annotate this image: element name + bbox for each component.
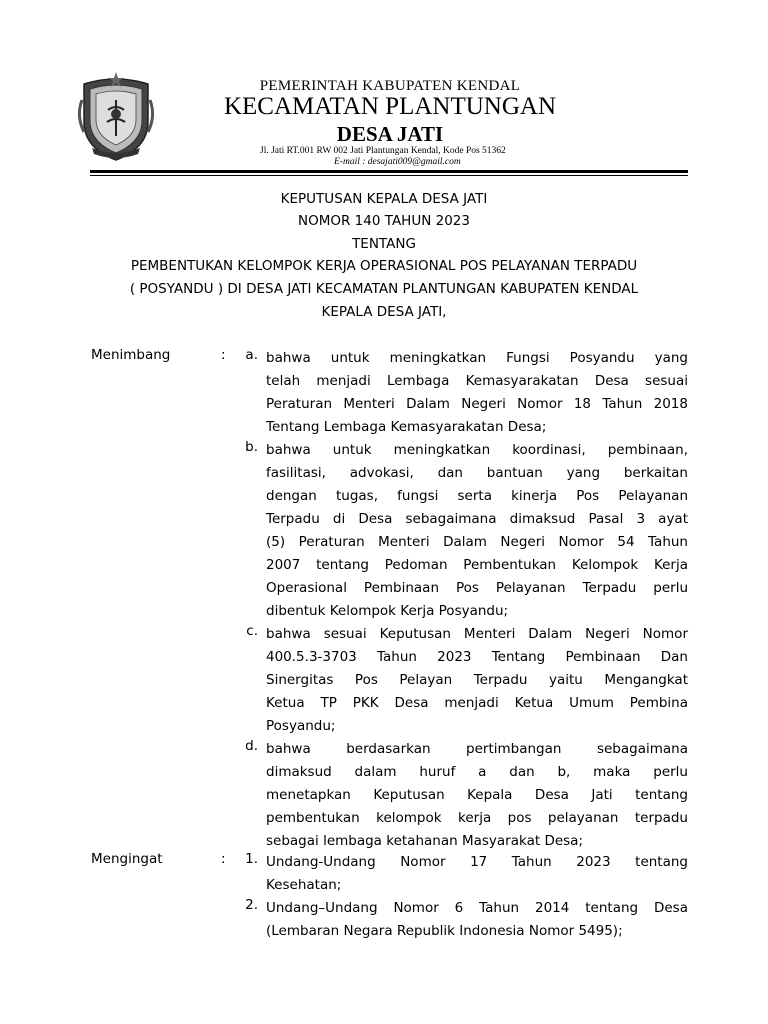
letterhead-email: E-mail : desajati009@gmail.com: [334, 157, 461, 167]
mengingat-item-1: [266, 851, 688, 897]
text-line: sebagai lembaga ketahanan Masyarakat Desa;: [266, 833, 583, 849]
text-line: 2007 tentang Pedoman Pembentukan Kelompok Kerja: [266, 557, 688, 573]
text-line: Operasional Pembinaan Pos Pelayanan Terpadu perlu: [266, 580, 688, 596]
text-line: 400.5.3-3703 Tahun 2023 Tentang Pembinaan Dan: [266, 649, 688, 665]
letterhead-rule-thick: [90, 170, 688, 173]
kendal-emblem-icon: [74, 70, 158, 162]
menimbang-marker-d: d.: [245, 738, 258, 754]
letterhead-government: PEMERINTAH KABUPATEN KENDAL: [259, 78, 521, 94]
mengingat-marker-2: 2.: [245, 897, 258, 913]
text-line: pembentukan kelompok kerja pos pelayanan terpadu: [266, 810, 688, 826]
text-line: telah menjadi Lembaga Kemasyarakatan Desa sesuai: [266, 373, 688, 389]
text-line: dengan tugas, fungsi serta kinerja Pos Pelayanan: [266, 488, 688, 504]
text-line: Posyandu;: [266, 718, 336, 734]
decree-issuer: KEPALA DESA JATI,: [321, 304, 447, 320]
text-line: Undang–Undang Nomor 6 Tahun 2014 tentang Desa: [266, 900, 688, 916]
text-line: Peraturan Menteri Dalam Negeri Nomor 18 Tahun 2018: [266, 396, 688, 412]
mengingat-item-2: [266, 897, 688, 943]
letterhead-address: Jl. Jati RT.001 RW 002 Jati Plantungan Kendal, Kode Pos 51362: [260, 146, 506, 156]
text-line: fasilitasi, advokasi, dan bantuan yang berkaitan: [266, 465, 688, 481]
text-line: bahwa sesuai Keputusan Menteri Dalam Negeri Nomor: [266, 626, 688, 642]
text-line: Ketua TP PKK Desa menjadi Ketua Umum Pembina: [266, 695, 688, 711]
text-line: bahwa berdasarkan pertimbangan sebagaimana: [266, 741, 688, 757]
menimbang-item-a: [266, 347, 688, 439]
letterhead-village: DESA JATI: [336, 122, 444, 146]
letterhead-rule-thin: [90, 175, 688, 176]
letterhead-district: KECAMATAN PLANTUNGAN: [223, 93, 557, 120]
menimbang-item-b: [266, 439, 688, 623]
text-line: (5) Peraturan Menteri Dalam Negeri Nomor 54 Tahun: [266, 534, 688, 550]
decree-about-label: TENTANG: [352, 236, 416, 252]
text-line: dibentuk Kelompok Kerja Posyandu;: [266, 603, 509, 619]
menimbang-item-d: [266, 738, 688, 853]
text-line: Undang-Undang Nomor 17 Tahun 2023 tentang: [266, 854, 688, 870]
text-line: Kesehatan;: [266, 877, 342, 893]
menimbang-marker-b: b.: [245, 439, 258, 455]
text-line: menetapkan Keputusan Kepala Desa Jati tentang: [266, 787, 688, 803]
text-line: bahwa untuk meningkatkan Fungsi Posyandu yang: [266, 350, 688, 366]
decree-number: NOMOR 140 TAHUN 2023: [298, 213, 470, 229]
mengingat-label: Mengingat: [91, 851, 163, 867]
decree-title: KEPUTUSAN KEPALA DESA JATI: [280, 191, 488, 207]
menimbang-marker-a: a.: [245, 347, 258, 363]
text-line: Tentang Lembaga Kemasyarakatan Desa;: [266, 419, 547, 435]
text-line: (Lembaran Negara Republik Indonesia Nomor 5495);: [266, 923, 623, 939]
decree-subject-line-1: PEMBENTUKAN KELOMPOK KERJA OPERASIONAL POS PELAYANAN TERPADU: [130, 258, 638, 274]
text-line: bahwa untuk meningkatkan koordinasi, pembinaan,: [266, 442, 688, 458]
menimbang-colon: :: [221, 347, 226, 363]
menimbang-marker-c: c.: [246, 623, 258, 639]
menimbang-item-c: [266, 623, 688, 738]
decree-subject-line-2: ( POSYANDU ) DI DESA JATI KECAMATAN PLANTUNGAN KABUPATEN KENDAL: [129, 281, 639, 297]
text-line: Sinergitas Pos Pelayan Terpadu yaitu Mengangkat: [266, 672, 688, 688]
text-line: dimaksud dalam huruf a dan b, maka perlu: [266, 764, 688, 780]
mengingat-colon: :: [221, 851, 226, 867]
menimbang-label: Menimbang: [91, 347, 171, 363]
text-line: Terpadu di Desa sebagaimana dimaksud Pasal 3 ayat: [266, 511, 688, 527]
mengingat-marker-1: 1.: [245, 851, 258, 867]
